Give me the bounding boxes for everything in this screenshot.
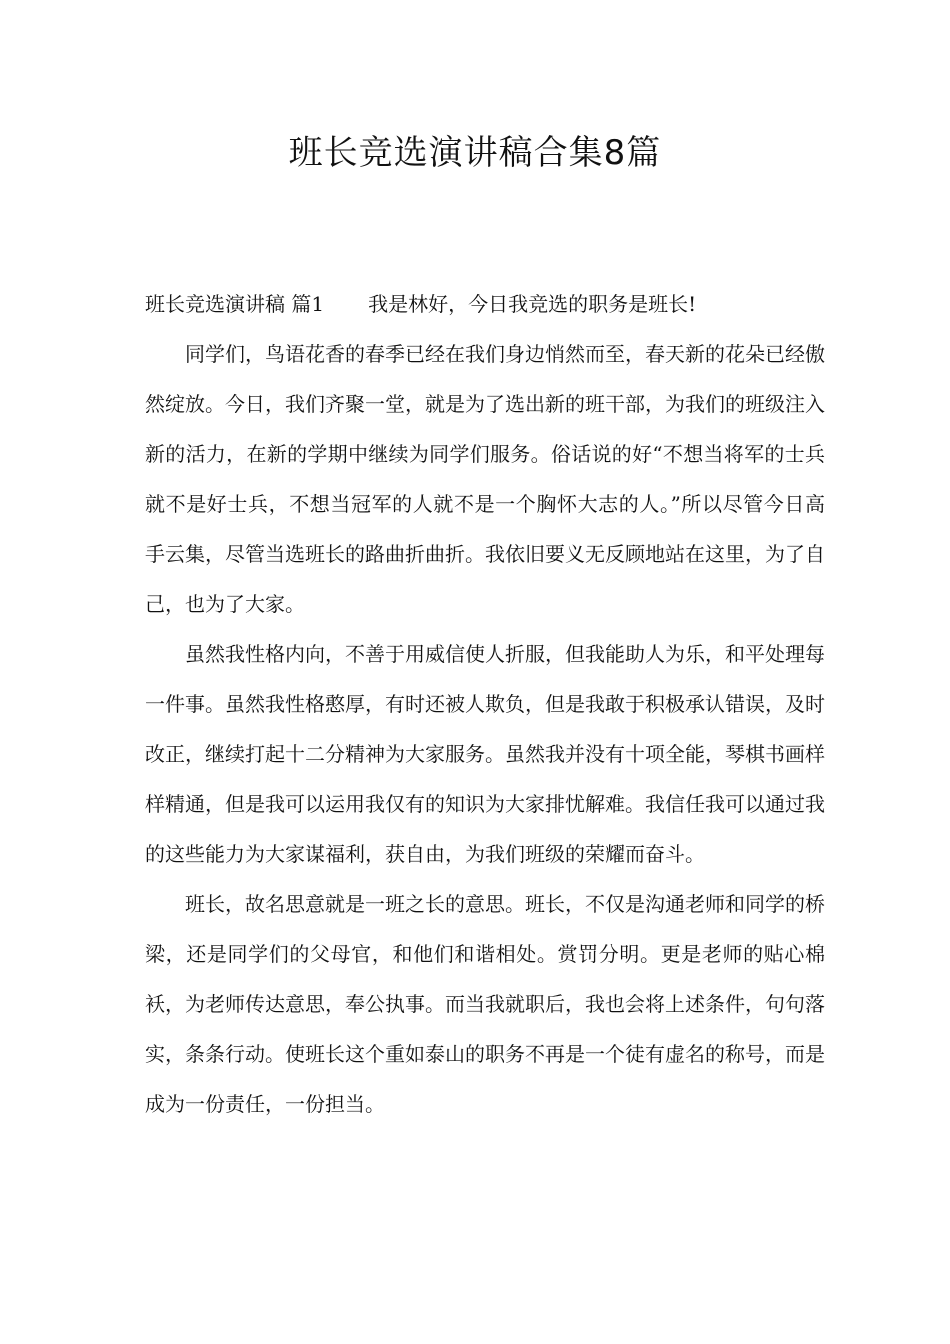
paragraph-2: 虽然我性格内向，不善于用威信使人折服，但我能助人为乐，和平处理每一件事。虽然我性格憨厚，有时还被人欺负，但是我敢于积极承认错误，及时改正，继续打起十二分精神为大家服务。虽然我并没有十项全能，琴棋书画样样精通，但是我可以运用我仅有的知识为大家排忧解难。我信任我可以通过我的这些能力为大家谋福利，获自由，为我们班级的荣耀而奋斗。 <box>145 642 825 866</box>
paragraph-1: 同学们，鸟语花香的春季已经在我们身边悄然而至，春天新的花朵已经傲然绽放。今日，我们齐聚一堂，就是为了选出新的班干部，为我们的班级注入新的活力，在新的学期中继续为同学们服务。俗话说的好“不想当将军的士兵就不是好士兵，不想当冠军的人就不是一个胸怀大志的人。”所以尽管今日高手云集，尽管当选班长的路曲折曲折。我依旧要义无反顾地站在这里，为了自己，也为了大家。 <box>145 342 825 616</box>
document-title: 班长竞选演讲稿合集8篇 <box>288 133 662 173</box>
intro-line <box>145 279 825 329</box>
section-heading: 班长竞选演讲稿 篇1 <box>145 292 325 316</box>
document-body <box>145 279 825 1129</box>
intro-sentence: 我是林好，今日我竞选的职务是班长! <box>368 292 697 316</box>
paragraph-3: 班长，故名思意就是一班之长的意思。班长，不仅是沟通老师和同学的桥梁，还是同学们的父母官，和他们和谐相处。赏罚分明。更是老师的贴心棉袄，为老师传达意思，奉公执事。而当我就职后，我也会将上述条件，句句落实，条条行动。使班长这个重如泰山的职务不再是一个徒有虚名的称号，而是成为一份责任，一份担当。 <box>145 892 825 1116</box>
